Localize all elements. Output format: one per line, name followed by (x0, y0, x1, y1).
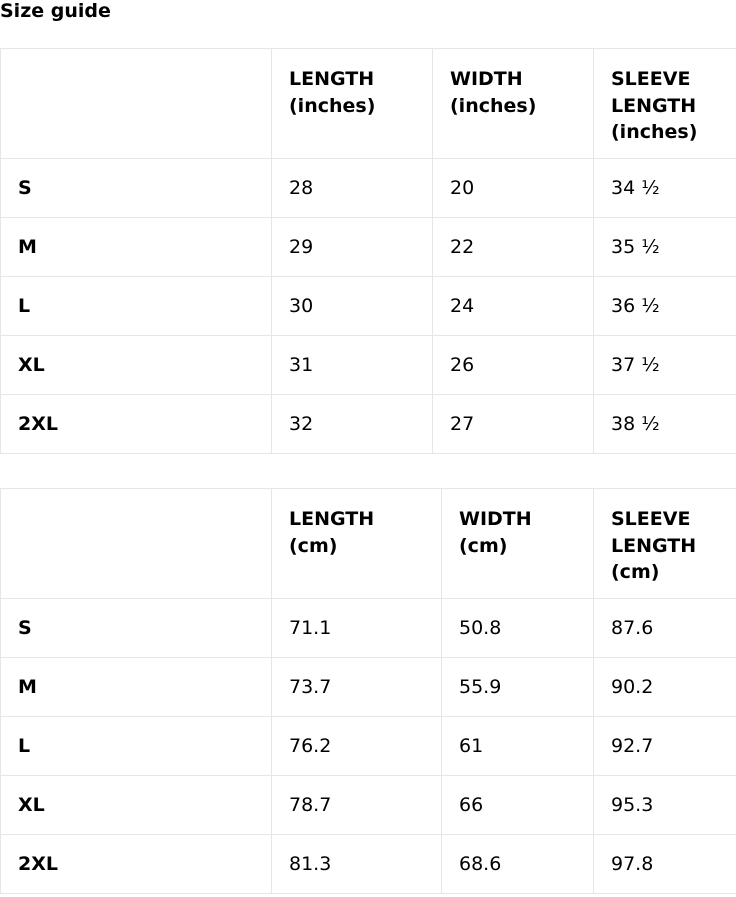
header-line: LENGTH (611, 534, 697, 557)
header-line: SLEEVE (611, 508, 691, 530)
width-cell: 26 (433, 336, 594, 395)
table-row (1, 159, 736, 218)
size-cell: S (1, 599, 272, 658)
sleeve-cell: 36 ½ (594, 277, 736, 336)
table-row (1, 395, 736, 454)
header-cell-sleeve (594, 489, 736, 599)
size-cell: 2XL (1, 395, 272, 454)
sleeve-cell: 97.8 (594, 835, 736, 894)
length-cell: 29 (272, 218, 433, 277)
size-cell: M (1, 658, 272, 717)
sleeve-cell: 38 ½ (594, 395, 736, 454)
table-row (1, 835, 736, 894)
header-row (1, 49, 736, 159)
header-line: WIDTH (450, 68, 523, 90)
size-cell: 2XL (1, 835, 272, 894)
length-cell: 32 (272, 395, 433, 454)
width-cell: 27 (433, 395, 594, 454)
sleeve-cell: 34 ½ (594, 159, 736, 218)
table-row (1, 218, 736, 277)
length-cell: 31 (272, 336, 433, 395)
header-line: LENGTH (611, 94, 697, 117)
table-row (1, 658, 736, 717)
width-cell: 66 (442, 776, 594, 835)
width-cell: 20 (433, 159, 594, 218)
sleeve-cell: 90.2 (594, 658, 736, 717)
size-cell: XL (1, 776, 272, 835)
header-line: SLEEVE (611, 68, 691, 90)
size-table-inches (0, 48, 736, 454)
size-cell: XL (1, 336, 272, 395)
table-row (1, 277, 736, 336)
width-cell: 24 (433, 277, 594, 336)
header-line: LENGTH (289, 508, 375, 530)
header-cell-width (433, 49, 594, 159)
header-cell-length (272, 49, 433, 159)
length-cell: 78.7 (272, 776, 442, 835)
header-line: (inches) (450, 94, 537, 117)
header-line: (cm) (611, 561, 660, 583)
length-cell: 76.2 (272, 717, 442, 776)
table-row (1, 776, 736, 835)
length-cell: 28 (272, 159, 433, 218)
width-cell: 55.9 (442, 658, 594, 717)
header-cell-length (272, 489, 442, 599)
sleeve-cell: 87.6 (594, 599, 736, 658)
sleeve-cell: 95.3 (594, 776, 736, 835)
width-cell: 50.8 (442, 599, 594, 658)
table-row (1, 599, 736, 658)
header-cell-width (442, 489, 594, 599)
length-cell: 30 (272, 277, 433, 336)
width-cell: 68.6 (442, 835, 594, 894)
size-cell: L (1, 717, 272, 776)
size-cell: S (1, 159, 272, 218)
header-line: (inches) (611, 121, 698, 143)
table-row (1, 336, 736, 395)
width-cell: 22 (433, 218, 594, 277)
page-title: Size guide (0, 0, 111, 22)
header-line: (cm) (459, 534, 508, 557)
size-cell: M (1, 218, 272, 277)
size-cell: L (1, 277, 272, 336)
header-cell-sleeve (594, 49, 736, 159)
header-line: LENGTH (289, 68, 375, 90)
sleeve-cell: 37 ½ (594, 336, 736, 395)
header-cell-size (1, 489, 272, 599)
table-row (1, 717, 736, 776)
width-cell: 61 (442, 717, 594, 776)
header-line: (cm) (289, 534, 338, 557)
header-row (1, 489, 736, 599)
header-line: WIDTH (459, 508, 532, 530)
length-cell: 71.1 (272, 599, 442, 658)
sleeve-cell: 92.7 (594, 717, 736, 776)
length-cell: 73.7 (272, 658, 442, 717)
header-cell-size (1, 49, 272, 159)
header-line: (inches) (289, 94, 376, 117)
sleeve-cell: 35 ½ (594, 218, 736, 277)
size-table-cm (0, 488, 736, 894)
length-cell: 81.3 (272, 835, 442, 894)
